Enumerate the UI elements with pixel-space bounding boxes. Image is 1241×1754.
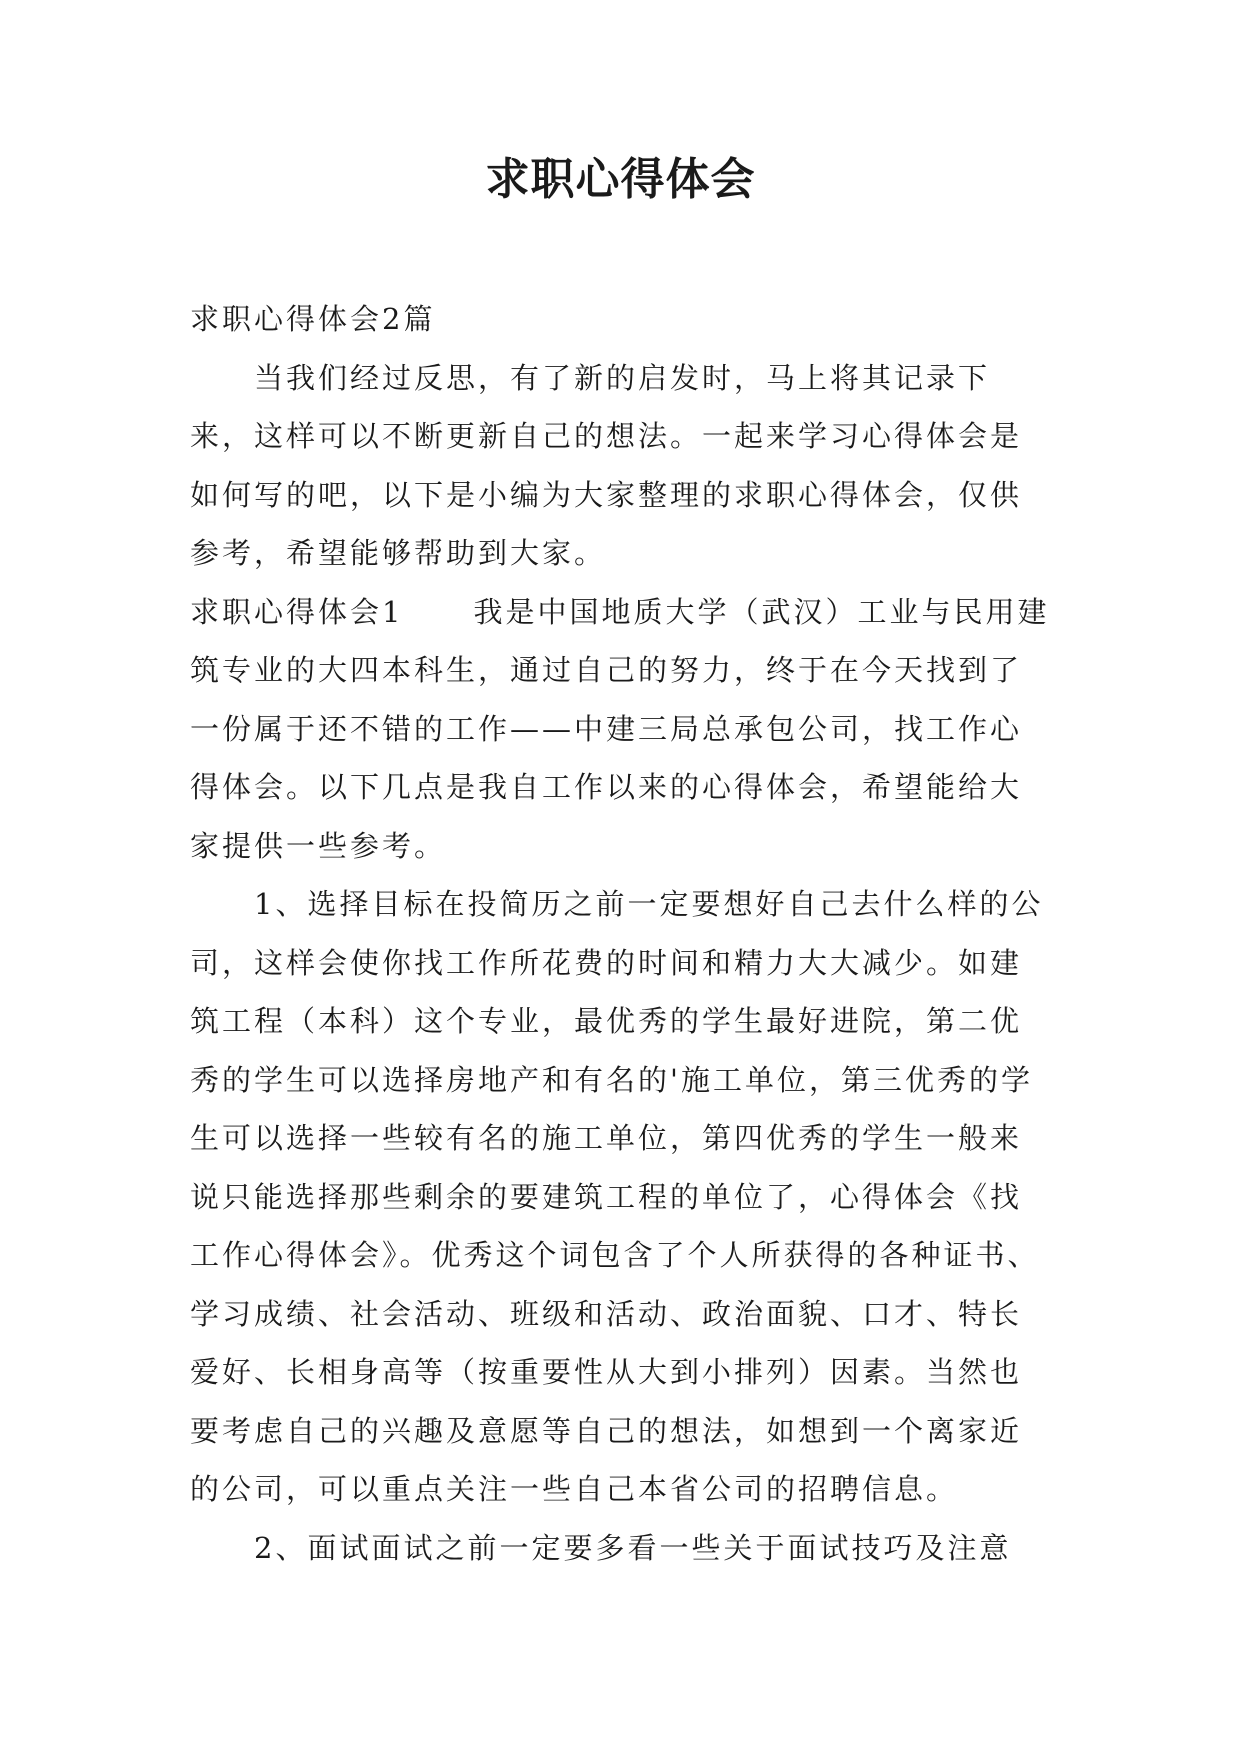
document-body (190, 290, 1052, 1577)
subtitle: 求职心得体会2篇 (190, 302, 436, 336)
point-1-paragraph: 1、选择目标在投简历之前一定要想好自己去什么样的公司，这样会使你找工作所花费的时间和精力大大减少。如建筑工程（本科）这个专业，最优秀的学生最好进院，第二优秀的学生可以选择房地产和有名的'施工单位，第三优秀的学生可以选择一些较有名的施工单位，第四优秀的学生一般来说只能选择那些剩余的要建筑工程的单位了，心得体会《找工作心得体会》。优秀这个词包含了个人所获得的各种证书、学习成绩、社会活动、班级和活动、政治面貌、口才、特长爱好、长相身高等（按重要性从大到小排列）因素。当然也要考虑自己的兴趣及意愿等自己的想法，如想到一个离家近的公司，可以重点关注一些自己本省公司的招聘信息。 (190, 887, 1044, 1506)
section-1-paragraph (190, 583, 1052, 876)
page-title: 求职心得体会 (485, 154, 756, 205)
section-1-heading: 求职心得体会1 (190, 594, 404, 629)
point-2-paragraph: 2、面试面试之前一定要多看一些关于面试技巧及注意 (254, 1530, 1012, 1565)
section-1-text: 我是中国地质大学（武汉）工业与民用建筑专业的大四本科生，通过自己的努力，终于在今天找到了一份属于还不错的工作——中建三局总承包公司，找工作心得体会。以下几点是我自工作以来的心得体会，希望能给大家提供一些参考。 (190, 594, 1050, 863)
intro-paragraph: 当我们经过反思，有了新的启发时，马上将其记录下来，这样可以不断更新自己的想法。一起来学习心得体会是如何写的吧，以下是小编为大家整理的求职心得体会，仅供参考，希望能够帮助到大家。 (190, 360, 1023, 570)
